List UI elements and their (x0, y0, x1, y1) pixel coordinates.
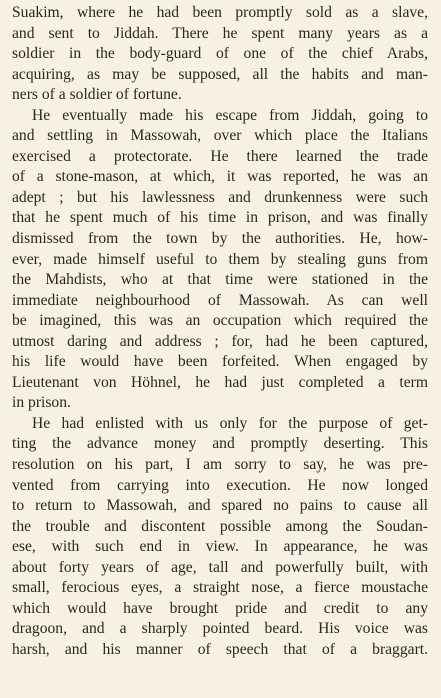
body-text (12, 3, 428, 661)
text-line: vented from carrying into execution. He now longed (12, 476, 428, 494)
text-line: soldier in the body-guard of one of the chief Arabs, (12, 45, 428, 63)
text-line: about forty years of age, tall and powerfully built, with (12, 558, 428, 576)
text-line: Suakim, where he had been promptly sold as a slave, (12, 4, 428, 21)
text-line: and settling in Massowah, over which place the Italians (12, 127, 428, 145)
text-line: utmost daring and address ; for, had he been captured, (12, 332, 428, 350)
text-line: the Mahdists, who at that time were stationed in the (12, 271, 428, 289)
text-line: ting the advance money and promptly deserting. This (12, 435, 428, 453)
text-line: ners of a soldier of fortune. (12, 86, 182, 104)
text-line: ese, with such end in view. In appearance, he was (12, 538, 428, 556)
text-line: be imagined, this was an occupation which required the (12, 312, 428, 330)
text-line: dismissed from the town by the authorities. He, how- (12, 230, 428, 248)
paragraph-3 (12, 414, 428, 661)
text-line: exercised a protectorate. He there learned the trade (12, 147, 428, 165)
text-line: which would have brought pride and credit to any (12, 599, 428, 617)
text-line: immediate neighbourhood of Massowah. As can well (12, 291, 428, 309)
paragraph-2 (12, 106, 428, 414)
text-line: dragoon, and a sharply pointed beard. His voice was (12, 620, 428, 638)
text-line: in prison. (12, 394, 71, 412)
text-line: that he spent much of his time in prison, and was finally (12, 209, 428, 227)
text-line: ever, made himself useful to them by stealing guns from (12, 250, 428, 268)
text-line: He eventually made his escape from Jiddah, going to (32, 106, 428, 124)
text-line: resolution on his part, I am sorry to say, he was pre- (12, 456, 428, 474)
text-line: adept ; but his lawlessness and drunkenness were such (12, 188, 428, 206)
text-line: his life would have been forfeited. When engaged by (12, 353, 428, 371)
text-line: small, ferocious eyes, a straight nose, a fierce moustache (12, 579, 428, 597)
text-line: harsh, and his manner of speech that of a braggart. (12, 640, 428, 658)
text-line: the trouble and discontent possible among the Soudan- (12, 517, 428, 535)
text-line: acquiring, as may be supposed, all the habits and man- (12, 65, 428, 83)
paragraph-1 (12, 3, 428, 106)
text-line: of a stone-mason, at which, it was reported, he was an (12, 168, 428, 186)
text-line: and sent to Jiddah. There he spent many years as a (12, 24, 428, 42)
text-line: Lieutenant von Höhnel, he had just completed a term (12, 373, 428, 391)
text-line: He had enlisted with us only for the purpose of get- (32, 414, 428, 432)
text-line: to return to Massowah, and spared no pains to cause all (12, 497, 428, 515)
